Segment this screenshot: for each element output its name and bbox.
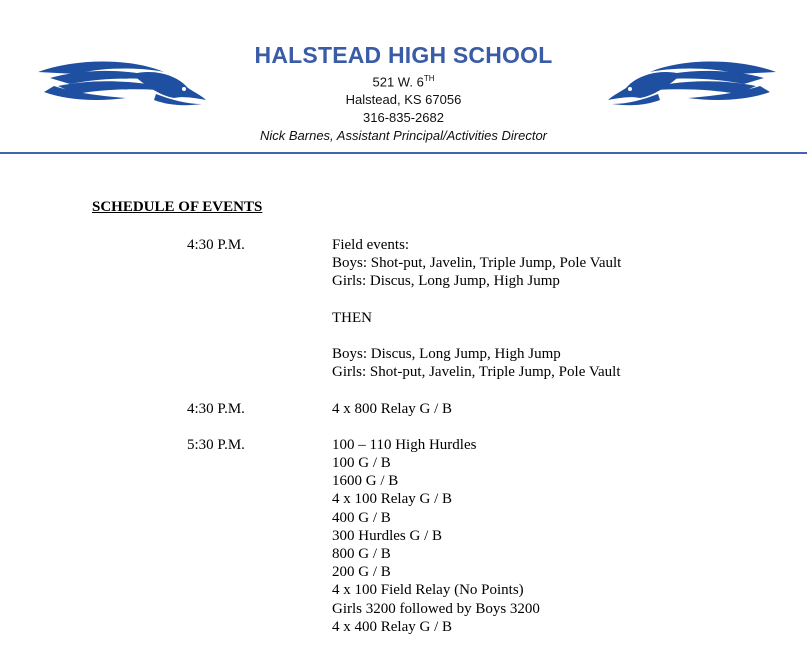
section-title: SCHEDULE OF EVENTS (92, 199, 263, 215)
schedule-event (0, 436, 807, 636)
event-item: 4 x 800 Relay G / B (332, 400, 452, 417)
schedule-event (0, 236, 807, 382)
event-item: 4 x 100 Field Relay (No Points) (332, 582, 524, 599)
schedule-event (0, 400, 807, 418)
event-item: 4 x 100 Relay G / B (332, 491, 452, 508)
event-item: Boys: Discus, Long Jump, High Jump (332, 346, 561, 363)
event-item: 800 G / B (332, 546, 391, 563)
event-item: Field events: (332, 237, 410, 253)
event-time: 5:30 P.M. (187, 436, 245, 453)
blank-line (332, 291, 807, 309)
event-item: 4 x 400 Relay G / B (332, 618, 452, 635)
event-item: THEN (332, 309, 372, 326)
header-divider (0, 152, 807, 154)
phone-number: 316-835-2682 (363, 110, 444, 126)
director-line: Nick Barnes, Assistant Principal/Activities Director (259, 128, 548, 144)
event-item: Girls 3200 followed by Boys 3200 (332, 600, 540, 617)
event-item: Girls: Discus, Long Jump, High Jump (332, 273, 560, 290)
event-item: 400 G / B (332, 509, 391, 526)
event-items (332, 400, 807, 418)
event-item: 100 – 110 High Hurdles (332, 436, 477, 453)
event-item: 200 G / B (332, 564, 391, 581)
event-item: 1600 G / B (332, 473, 399, 490)
event-items (332, 236, 807, 382)
event-time: 4:30 P.M. (187, 237, 245, 253)
blank-line (332, 327, 807, 345)
schedule-list (0, 236, 807, 654)
event-item: Boys: Shot-put, Javelin, Triple Jump, Pole Vault (332, 255, 622, 272)
street-address-suffix: TH (423, 74, 435, 83)
street-address-text: 521 W. 6 (372, 74, 424, 90)
event-items (332, 436, 807, 636)
event-time: 4:30 P.M. (187, 400, 245, 417)
event-item: 300 Hurdles G / B (332, 527, 442, 544)
city-state-zip: Halstead, KS 67056 (345, 92, 462, 108)
street-address (0, 70, 807, 91)
event-item: 100 G / B (332, 455, 391, 471)
school-name: HALSTEAD HIGH SCHOOL (254, 42, 553, 68)
letterhead (0, 40, 807, 145)
event-item: Girls: Shot-put, Javelin, Triple Jump, Pole Vault (332, 364, 621, 381)
